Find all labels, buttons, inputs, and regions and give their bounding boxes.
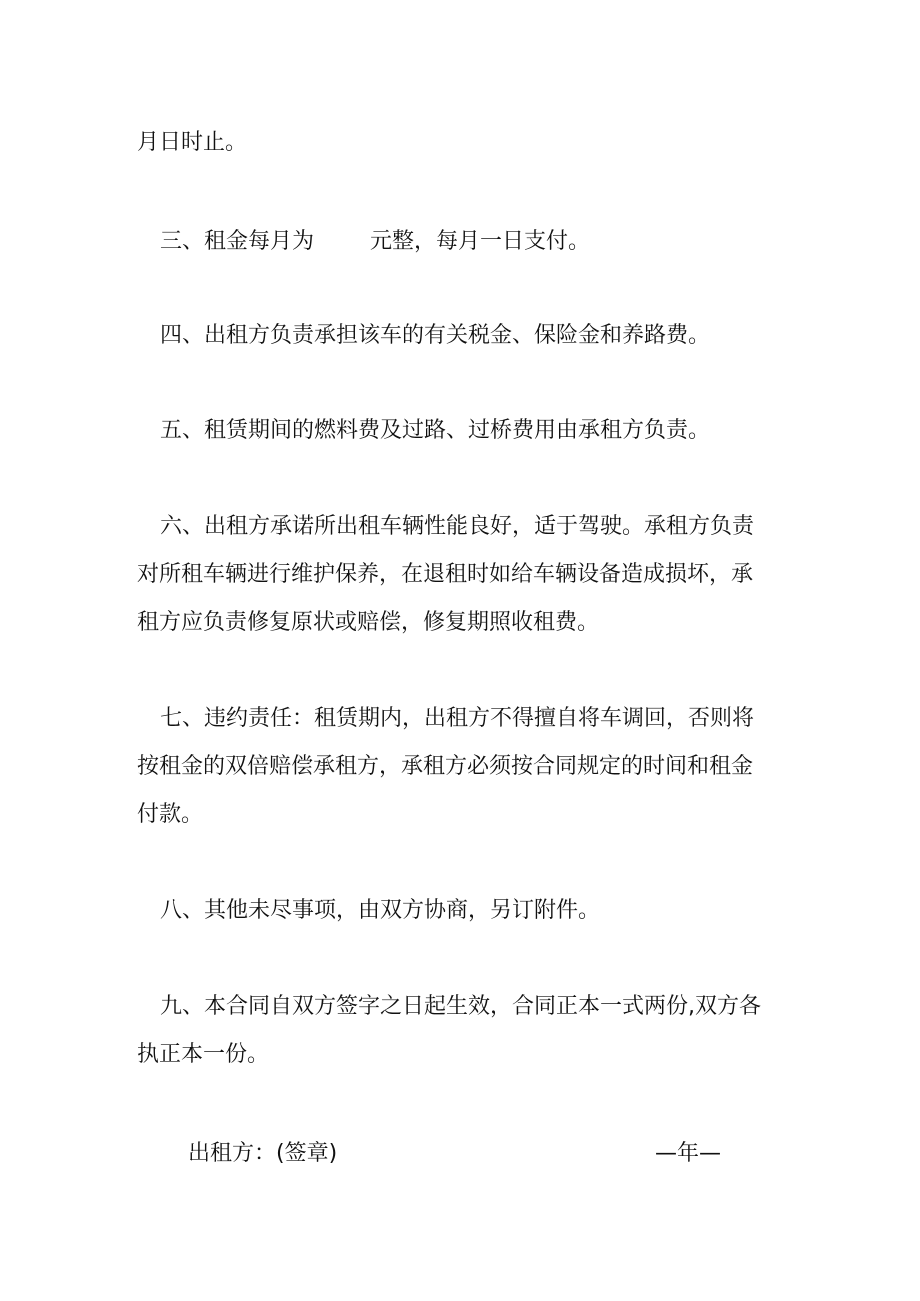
clause-6-line-2: 对所租车辆进行维护保养，在退租时如给车辆设备造成损坏，承 [137, 562, 754, 587]
continuation-line: 月日时止。 [137, 130, 248, 155]
clause-3-text: 三、租金每月为 [160, 229, 315, 254]
clause-4-line-1: 四、出租方负责承担该车的有关税金、保险金和养路费。 [160, 323, 711, 348]
clause-6-line-1: 六、出租方承诺所出租车辆性能良好，适于驾驶。承租方负责 [160, 514, 755, 539]
clause-6-line-3: 租方应负责修复原状或赔偿，修复期照收租费。 [137, 610, 600, 635]
clause-7-line-3: 付款。 [137, 802, 204, 827]
clause-3-line-1 [160, 228, 590, 256]
signature-date: —年— [655, 1141, 722, 1166]
clause-7-line-2: 按租金的双倍赔偿承租方，承租方必须按合同规定的时间和租金 [137, 754, 754, 779]
clause-9-line-1: 九、本合同自双方签字之日起生效，合同正本一式两份,双方各 [160, 994, 761, 1019]
clause-7-line-1: 七、违约责任：租赁期内，出租方不得擅自将车调回，否则将 [160, 706, 755, 731]
clause-5-line-1: 五、租赁期间的燃料费及过路、过桥费用由承租方负责。 [160, 418, 711, 443]
lessor-signature-label: 出租方：(签章) [188, 1141, 338, 1166]
clause-3-text-after: 元整，每月一日支付。 [370, 229, 591, 254]
clause-8-line-1: 八、其他未尽事项，由双方协商，另订附件。 [160, 898, 601, 923]
clause-9-line-2: 执正本一份。 [137, 1042, 270, 1067]
